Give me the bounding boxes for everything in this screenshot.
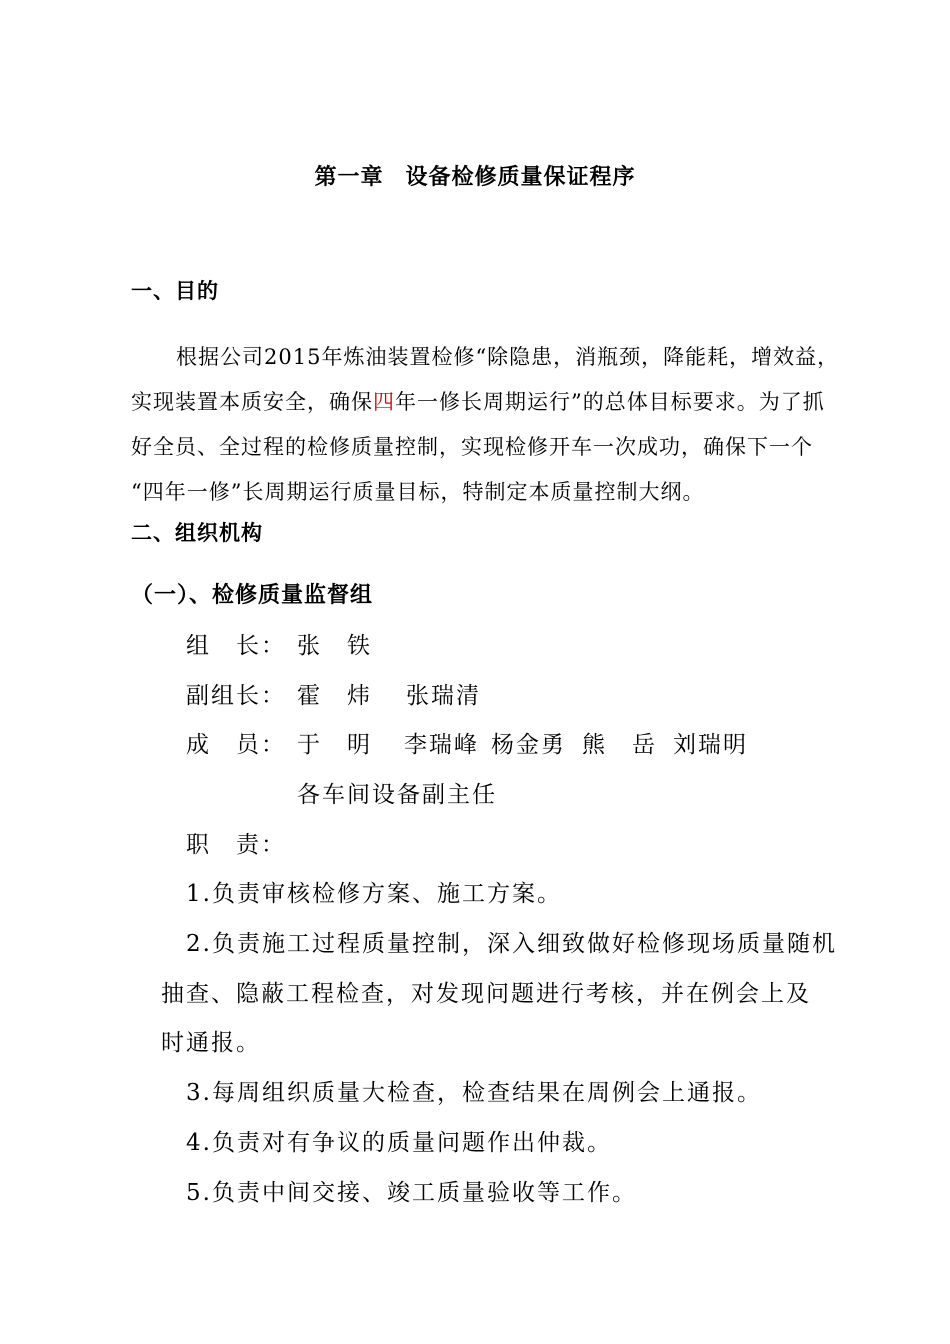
leader-value: 张 铁 <box>297 633 372 659</box>
deputy-name: 张瑞清 <box>406 683 481 709</box>
member-name: 李瑞峰 <box>404 732 479 758</box>
section-heading-organization: 二、组织机构 <box>131 520 263 545</box>
purpose-line-2 <box>131 386 825 416</box>
deputy-name: 霍 炜 <box>297 683 372 709</box>
purpose-line-2-text-a: 实现装置本质安全，确保 <box>131 390 373 414</box>
duties-label: 职 责： <box>186 832 286 858</box>
member-name: 刘瑞明 <box>673 732 748 758</box>
deputy-list <box>297 677 507 710</box>
duty-item-5: 5.负责中间交接、竣工质量验收等工作。 <box>186 1180 637 1206</box>
purpose-line-3: 好全员、全过程的检修质量控制，实现检修开车一次成功，确保下一个 <box>131 435 813 459</box>
duty-item-2-line-2: 抽查、隐蔽工程检查，对发现问题进行考核，并在例会上及 <box>161 981 811 1007</box>
members-extra: 各车间设备副主任 <box>297 782 497 808</box>
members-list <box>297 726 748 759</box>
chapter-number: 第一章 <box>314 164 384 190</box>
duty-item-2-line-1: 2.负责施工过程质量控制，深入细致做好检修现场质量随机 <box>186 931 837 957</box>
purpose-line-4: “四年一修”长周期运行质量目标，特制定本质量控制大纲。 <box>131 480 705 504</box>
deputy-label: 副组长： <box>186 683 286 709</box>
duty-item-3: 3.每周组织质量大检查，检查结果在周例会上通报。 <box>186 1080 762 1106</box>
member-name: 熊 岳 <box>582 732 657 758</box>
chapter-name: 设备检修质量保证程序 <box>405 164 636 190</box>
section-heading-purpose: 一、目的 <box>131 278 219 303</box>
subsection-heading-quality-group: （一）、检修质量监督组 <box>131 582 374 608</box>
duty-item-1: 1.负责审核检修方案、施工方案。 <box>186 881 562 907</box>
members-label: 成 员： <box>186 732 286 758</box>
member-name: 于 明 <box>297 732 372 758</box>
leader-label: 组 长： <box>186 633 286 659</box>
purpose-line-2-text-b: 年一修长周期运行”的总体目标要求。为了抓 <box>395 390 825 414</box>
chapter-title <box>0 160 950 191</box>
member-name: 杨金勇 <box>491 732 566 758</box>
purpose-line-1: 根据公司2015年炼油装置检修“除隐患，消瓶颈，降能耗，增效益， <box>176 345 840 369</box>
highlighted-char: 四 <box>373 390 395 414</box>
duty-item-4: 4.负责对有争议的质量问题作出仲裁。 <box>186 1130 612 1156</box>
duty-item-2-line-3: 时通报。 <box>161 1030 261 1056</box>
